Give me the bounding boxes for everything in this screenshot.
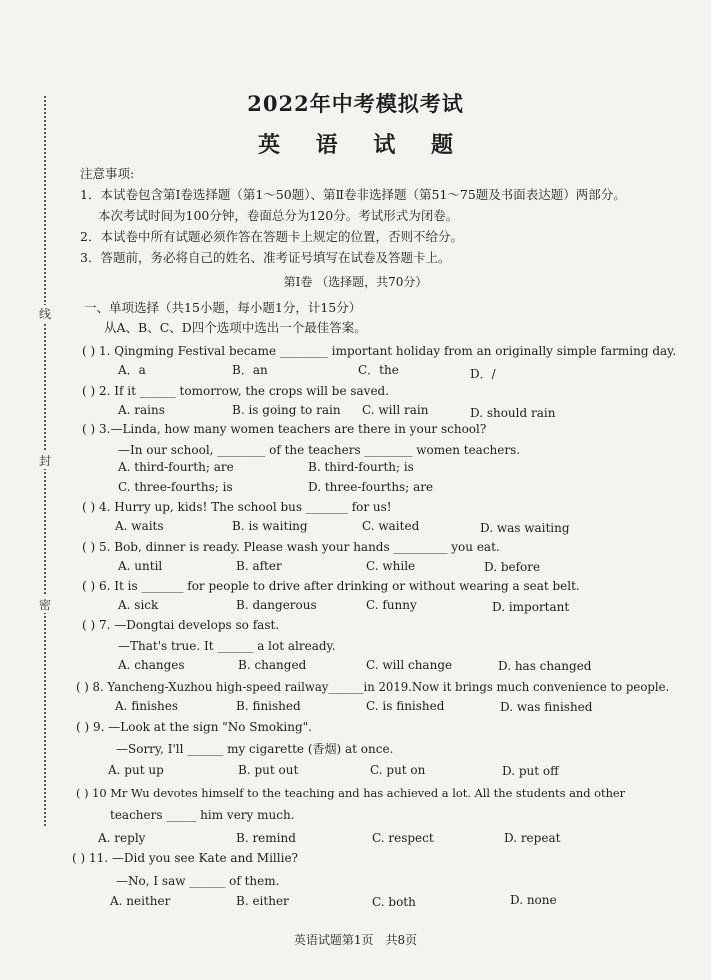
question-stem: ( ) 11. —Did you see Kate and Millie?: [72, 851, 298, 865]
notice-item-1-continued: 本次考试时间为100分钟，卷面总分为120分。考试形式为闭卷。: [98, 208, 459, 223]
question-stem: ( ) 4. Hurry up, kids! The school bus _______ for us!: [82, 500, 392, 514]
question-line-2: teachers _____ him very much.: [110, 808, 295, 822]
question-stem: ( ) 5. Bob, dinner is ready. Please wash your hands _________ you eat.: [82, 540, 500, 554]
option-b: B. finished: [236, 699, 301, 713]
option-a: A. rains: [118, 403, 165, 417]
question-stem: ( ) 6. It is _______ for people to drive after drinking or without wearing a seat belt.: [82, 579, 580, 593]
notice-block: [80, 163, 680, 268]
question-6: [82, 578, 580, 594]
option-d: D. none: [510, 893, 557, 907]
question-line-2: —No, I saw ______ of them.: [116, 874, 280, 888]
option-c: C. will change: [366, 658, 453, 672]
option-d: D. was waiting: [480, 521, 570, 535]
question-5: [82, 539, 500, 555]
option-a: A. changes: [118, 658, 185, 672]
question-line-2: —That's true. It ______ a lot already.: [118, 639, 336, 653]
option-d: D. important: [492, 600, 570, 614]
section1-header: [84, 298, 684, 338]
question-10: [76, 785, 625, 823]
binding-char-xian: 线: [36, 305, 54, 322]
option-d: D. has changed: [498, 659, 592, 673]
option-b: B. either: [236, 894, 289, 908]
option-c: C. waited: [362, 519, 420, 533]
option-a: A. neither: [110, 894, 171, 908]
option-d: D. three-fourths; are: [308, 480, 434, 494]
question-line-2: —Sorry, I'll ______ my cigarette (香烟) at once.: [116, 742, 394, 756]
option-a: A. until: [118, 559, 163, 573]
option-d: D. was finished: [500, 700, 593, 714]
option-a: A. put up: [108, 763, 164, 777]
question-7: [82, 617, 336, 654]
notice-item-3: 3．答题前，务必将自己的姓名、准考证号填写在试卷及答题卡上。: [80, 250, 451, 265]
option-b: B. put out: [238, 763, 299, 777]
binding-char-mi: 密: [36, 596, 54, 613]
option-a: A．a: [118, 363, 146, 377]
option-b: B. dangerous: [236, 598, 317, 612]
option-c: C. funny: [366, 598, 417, 612]
option-c: C. respect: [372, 831, 434, 845]
page-footer: 英语试题第1页 共8页: [293, 933, 418, 947]
notice-item-2: 2．本试卷中所有试题必须作答在答题卡上规定的位置，否则不给分。: [80, 229, 463, 244]
section1-title: 一、单项选择（共15小题，每小题1分，计15分）: [84, 300, 362, 315]
exam-title: 2022年中考模拟考试: [247, 91, 464, 116]
option-c: C．the: [358, 363, 399, 377]
option-b: B. changed: [238, 658, 307, 672]
question-4: [82, 499, 392, 515]
option-a: A. sick: [118, 598, 159, 612]
option-b: B. third-fourth; is: [308, 460, 414, 474]
option-a: A. third-fourth; are: [118, 460, 234, 474]
question-2: [82, 383, 389, 399]
question-stem: ( ) 1. Qingming Festival became ________ important holiday from an originally simple farming day.: [82, 344, 677, 358]
question-stem: ( ) 7. —Dongtai develops so fast.: [82, 618, 280, 632]
question-8: [76, 679, 669, 695]
option-b: B. is waiting: [232, 519, 308, 533]
option-a: A. reply: [98, 831, 146, 845]
option-b: B. remind: [236, 831, 296, 845]
option-a: A. finishes: [115, 699, 179, 713]
option-d: D. put off: [502, 764, 559, 778]
option-a: A. waits: [115, 519, 164, 533]
question-11: [72, 850, 298, 889]
option-b: B. after: [236, 559, 282, 573]
option-d: D. should rain: [470, 406, 556, 420]
binding-char-feng: 封: [36, 452, 54, 469]
option-c: C. both: [372, 895, 416, 909]
option-d: D. repeat: [504, 831, 561, 845]
section1-instruction: 从A、B、C、D四个选项中选出一个最佳答案。: [104, 320, 367, 335]
question-stem: ( ) 10 Mr Wu devotes himself to the teaching and has achieved a lot. All the students and other: [76, 786, 626, 800]
question-stem: ( ) 8. Yancheng-Xuzhou high-speed railway______in 2019.Now it brings much convenience to people.: [76, 680, 670, 694]
option-c: C. while: [366, 559, 416, 573]
option-c: C. three-fourths; is: [118, 480, 233, 494]
option-c: C. put on: [370, 763, 426, 777]
notice-item-1: 1．本试卷包含第Ⅰ卷选择题（第1～50题）、第Ⅱ卷非选择题（第51～75题及书面表达题）两部分。: [80, 187, 626, 202]
question-stem: ( ) 3.—Linda, how many women teachers are there in your school?: [82, 422, 487, 436]
option-c: C. is finished: [366, 699, 445, 713]
option-b: B．an: [232, 363, 268, 377]
option-b: B. is going to rain: [232, 403, 341, 417]
exam-subtitle: 英 语 试 题: [258, 132, 467, 158]
option-d: D．/: [470, 367, 496, 381]
question-line-2: —In our school, ________ of the teachers ________ women teachers.: [118, 443, 521, 457]
part1-title: 第Ⅰ卷 （选择题，共70分）: [283, 275, 428, 289]
question-9: [76, 719, 393, 757]
notice-heading: 注意事项:: [80, 166, 135, 181]
question-stem: ( ) 2. If it ______ tomorrow, the crops will be saved.: [82, 384, 390, 398]
question-stem: ( ) 9. —Look at the sign "No Smoking".: [76, 720, 312, 734]
question-3: [82, 421, 520, 458]
option-c: C. will rain: [362, 403, 429, 417]
question-1: [82, 343, 676, 359]
option-d: D. before: [484, 560, 541, 574]
